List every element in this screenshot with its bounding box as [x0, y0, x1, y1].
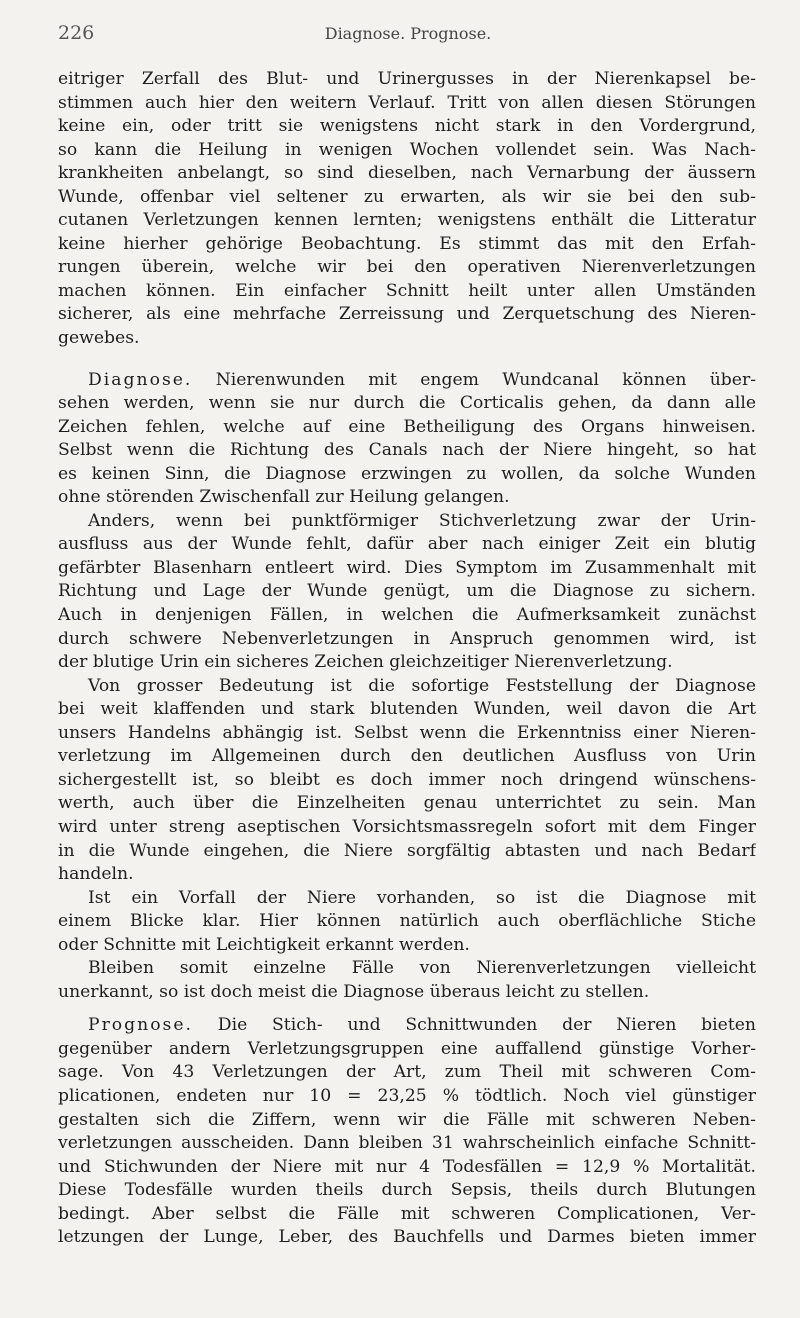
text-line: Von grosser Bedeutung ist die sofortige Feststellung der Diagnose: [88, 675, 756, 696]
text-line: handeln.: [58, 864, 134, 885]
text-line: Wunde, offenbar viel seltener zu erwarten, als wir sie bei den sub-: [58, 186, 756, 207]
text-line: wird unter streng aseptischen Vorsichtsmassregeln sofort mit dem Finger: [58, 816, 756, 837]
text-line: Ist ein Vorfall der Niere vorhanden, so ist die Diagnose mit: [88, 887, 756, 908]
text-line: bedingt. Aber selbst die Fälle mit schweren Complicationen, Ver-: [58, 1203, 756, 1224]
text-line: verletzungen ausscheiden. Dann bleiben 31 wahrscheinlich einfache Schnitt-: [58, 1133, 756, 1154]
section-heading-prognose: Prognose.: [88, 1015, 194, 1036]
paragraph-diagnose: [58, 369, 756, 510]
text-line: Diese Todesfälle wurden theils durch Sepsis, theils durch Blutungen: [58, 1180, 756, 1201]
running-title: Diagnose. Prognose.: [324, 24, 492, 43]
text-line: Auch in denjenigen Fällen, in welchen die Aufmerksamkeit zunächst: [58, 605, 756, 626]
text-line: oder Schnitte mit Leichtigkeit erkannt werden.: [58, 934, 470, 955]
text-line: [58, 1014, 756, 1038]
paragraph: [58, 887, 756, 958]
text-line: durch schwere Nebenverletzungen in Anspruch genommen wird, ist: [58, 628, 756, 649]
text-line: in die Wunde eingehen, die Niere sorgfältig abtasten und nach Bedarf: [58, 840, 756, 861]
text-line: stimmen auch hier den weitern Verlauf. Tritt von allen diesen Störungen: [58, 92, 756, 113]
body-text: [58, 68, 756, 1250]
text-line: unerkannt, so ist doch meist die Diagnose überaus leicht zu stellen.: [58, 981, 650, 1002]
text-line: so kann die Heilung in wenigen Wochen vollendet sein. Was Nach-: [58, 139, 756, 160]
text-line: und Stichwunden der Niere mit nur 4 Todesfällen = 12,9 % Mortalität.: [58, 1156, 756, 1177]
text-line: werth, auch über die Einzelheiten genau unterrichtet zu sein. Man: [58, 793, 756, 814]
text-line: keine ein, oder tritt sie wenigstens nicht stark in den Vordergrund,: [58, 116, 756, 137]
text-line: eitriger Zerfall des Blut- und Urinergusses in der Nierenkapsel be-: [58, 69, 756, 89]
text-line: es keinen Sinn, die Diagnose erzwingen zu wollen, da solche Wunden: [58, 463, 756, 484]
text-line: der blutige Urin ein sicheres Zeichen gleichzeitiger Nierenverletzung.: [58, 652, 673, 673]
text-line: Zeichen fehlen, welche auf eine Betheiligung des Organs hinweisen.: [58, 416, 756, 437]
text-line: plicationen, endeten nur 10 = 23,25 % tödtlich. Noch viel günstiger: [58, 1085, 756, 1106]
text-line: Selbst wenn die Richtung des Canals nach der Niere hingeht, so hat: [58, 440, 756, 461]
section-heading-diagnose: Diagnose.: [88, 369, 193, 390]
text-line-rest: Die Stich- und Schnittwunden der Nieren bieten: [217, 1015, 756, 1036]
text-line: bei weit klaffenden und stark blutenden Wunden, weil davon die Art: [58, 699, 756, 720]
text-line: sage. Von 43 Verletzungen der Art, zum Theil mit schweren Com-: [58, 1062, 756, 1083]
text-line: ausfluss aus der Wunde fehlt, dafür aber nach einiger Zeit ein blutig: [58, 534, 756, 555]
text-line: unsers Handelns abhängig ist. Selbst wenn die Erkenntniss einer Nieren-: [58, 722, 756, 743]
page-number: 226: [58, 22, 95, 44]
text-line: rungen überein, welche wir bei den operativen Nierenverletzungen: [58, 257, 756, 278]
text-line: [58, 369, 756, 393]
text-line: ohne störenden Zwischenfall zur Heilung gelangen.: [58, 487, 510, 508]
text-line: letzungen der Lunge, Leber, des Bauchfells und Darmes bieten immer: [58, 1227, 756, 1248]
text-line: Bleiben somit einzelne Fälle von Nierenverletzungen vielleicht: [88, 958, 756, 979]
text-line: sichergestellt ist, so bleibt es doch immer noch dringend wünschens-: [58, 769, 756, 790]
text-line: sicherer, als eine mehrfache Zerreissung und Zerquetschung des Nieren-: [58, 304, 756, 325]
text-line: krankheiten anbelangt, so sind dieselben, nach Vernarbung der äussern: [58, 163, 756, 184]
text-line: keine hierher gehörige Beobachtung. Es stimmt das mit den Erfah-: [58, 233, 756, 254]
paragraph: [58, 68, 756, 351]
text-line: sehen werden, wenn sie nur durch die Corticalis gehen, da dann alle: [58, 393, 756, 414]
page-header: [58, 22, 758, 46]
text-line: Richtung und Lage der Wunde genügt, um die Diagnose zu sichern.: [58, 581, 756, 602]
text-line: gefärbter Blasenharn entleert wird. Dies Symptom im Zusammenhalt mit: [58, 557, 756, 578]
text-line: einem Blicke klar. Hier können natürlich auch oberflächliche Stiche: [58, 911, 756, 932]
text-line: gestalten sich die Ziffern, wenn wir die Fälle mit schweren Neben-: [58, 1109, 756, 1130]
text-line: gegenüber andern Verletzungsgruppen eine auffallend günstige Vorher-: [58, 1038, 756, 1059]
text-line: Anders, wenn bei punktförmiger Stichverletzung zwar der Urin-: [88, 510, 756, 531]
text-line-rest: Nierenwunden mit engem Wundcanal können über-: [215, 369, 756, 390]
text-line: machen können. Ein einfacher Schnitt heilt unter allen Umständen: [58, 280, 756, 301]
paragraph: [58, 510, 756, 675]
text-line: cutanen Verletzungen kennen lernten; wenigstens enthält die Litteratur: [58, 210, 756, 231]
paragraph: [58, 957, 756, 1004]
text-line: gewebes.: [58, 328, 140, 349]
paragraph: [58, 675, 756, 887]
paragraph-prognose: [58, 1014, 756, 1249]
text-line: verletzung im Allgemeinen durch den deutlichen Ausfluss von Urin: [58, 746, 756, 767]
